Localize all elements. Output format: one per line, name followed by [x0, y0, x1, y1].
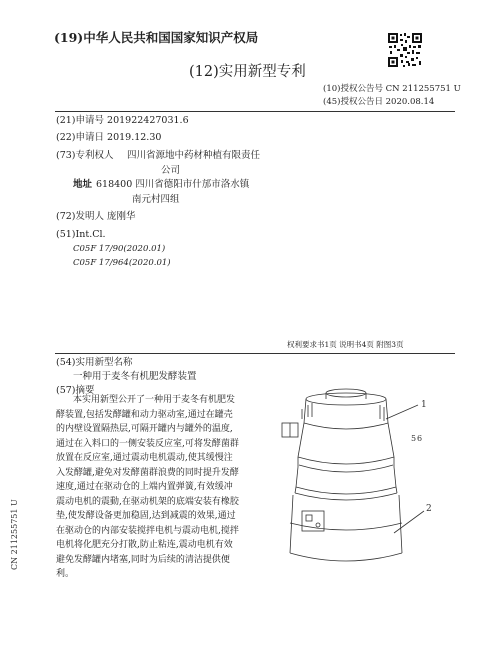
abstract-line: 速度,通过在驱动仓的上端内置弹簧,有效缓冲: [56, 482, 233, 492]
figure-label-2: 2: [426, 504, 432, 514]
abstract-line: 利。: [56, 569, 75, 579]
abstract-line: 震动电机的震動,在驱动机架的底端安装有橡胶: [56, 496, 239, 507]
abstract-line: 本实用新型公开了一种用于麦冬有机肥发: [73, 395, 236, 405]
address-label: 地址: [73, 179, 93, 190]
abstract-line: 入发酵罐,避免对发酵菌群浪费的同时提升发酵: [56, 467, 239, 478]
patentee-label: (73)专利权人: [56, 150, 114, 161]
int-cl-label: (51)Int.Cl.: [56, 229, 106, 240]
patentee-name-cont: 公司: [161, 165, 181, 176]
abstract-line: 通过在入料口的一侧安装反应室,可将发酵菌群: [56, 438, 239, 449]
publication-date: (45)授权公告日 2020.08.14: [323, 97, 435, 107]
abstract-line: 放置在反应室,通过震动电机震动,使其缓慢注: [56, 453, 233, 463]
patentee-name: 四川省源地中药材种植有限责任: [127, 150, 261, 161]
page-count-summary: 权利要求书1页 说明书4页 附图3页: [287, 340, 404, 349]
application-number: (21)申请号 201922427031.6: [56, 115, 189, 126]
abstract-line: 的内壁设置隔热层,可隔开罐内与罐外的温度,: [56, 424, 233, 434]
summary-divider: [55, 353, 455, 354]
figure-label-1: 1: [421, 400, 427, 410]
side-publication-number: CN 211255751 U: [10, 499, 19, 570]
abstract-body: [56, 393, 271, 582]
abstract-line: 在驱动仓的内部安装搅拌电机与震动电机,搅拌: [56, 525, 239, 536]
classification-2: C05F 17/964(2020.01): [73, 258, 171, 268]
header-divider: [55, 111, 455, 112]
utility-model-title: 一种用于麦冬有机肥发酵装置: [73, 371, 197, 382]
abstract-line: 垫,使发酵设备更加稳固,达到减震的效果,通过: [56, 511, 236, 521]
abstract-line: 避免发酵罐内堵塞,同时为后续的清洁提供便: [56, 554, 230, 565]
figure-label-6: 6: [417, 434, 423, 443]
address-line-2: 南元村四组: [132, 194, 180, 205]
abstract-line: 酵装置,包括发酵罐和动力驱动室,通过在罐壳: [56, 409, 233, 420]
patent-office: (19)中华人民共和国国家知识产权局: [54, 30, 259, 45]
publication-number: (10)授权公告号 CN 211255751 U: [323, 84, 461, 94]
abstract-line: 电机将化肥充分打散,防止粘连,震动电机有效: [56, 540, 233, 550]
abstract-label: (57)摘要: [56, 385, 95, 396]
classification-1: C05F 17/90(2020.01): [73, 244, 166, 254]
qr-code-icon: [387, 32, 423, 68]
fermentation-tank-drawing: [268, 383, 458, 578]
inventor: (72)发明人 庞刚华: [56, 211, 136, 222]
title-label: (54)实用新型名称: [56, 357, 133, 368]
address-line-1: 618400 四川省德阳市什邡市洛水镇: [96, 179, 250, 190]
figure-label-5: 5: [411, 434, 417, 443]
filing-date: (22)申请日 2019.12.30: [56, 132, 162, 143]
document-type: (12)实用新型专利: [189, 64, 306, 80]
